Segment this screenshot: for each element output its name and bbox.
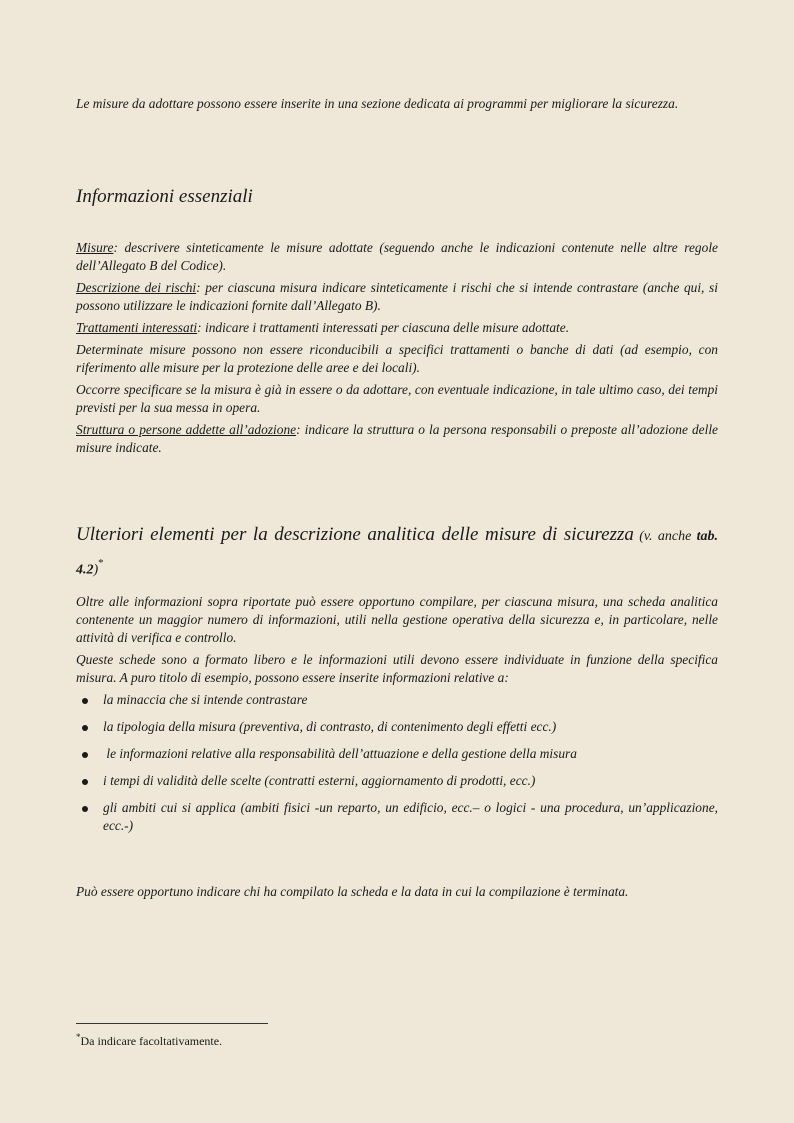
item-sep: : <box>196 280 201 295</box>
ref-prefix: (v. anche <box>633 529 697 544</box>
list-item-text: le informazioni relative alla responsabilità dell’attuazione e della gestione della misura <box>103 746 577 761</box>
section-essential-body <box>76 239 718 461</box>
item-label: Misure <box>76 240 114 255</box>
footnote-divider <box>76 1023 268 1024</box>
list-item <box>76 772 718 790</box>
closing-paragraph: Può essere opportuno indicare chi ha compilato la scheda e la data in cui la compilazione è terminata. <box>76 884 629 899</box>
ref-suffix: ) <box>93 562 99 578</box>
paragraph-oltre: Oltre alle informazioni sopra riportate può essere opportuno compilare, per ciascuna misura, una scheda analitica contenente un maggior numero di informazioni, utili nella gestione operativa della sicurezza e, in particolare, nelle attività di verifica e controllo. <box>76 594 718 645</box>
item-sep: : <box>113 240 118 255</box>
section-further-body <box>76 593 718 844</box>
list-item <box>76 718 718 736</box>
footnote-marker: * <box>98 557 104 569</box>
item-label: Descrizione dei rischi <box>76 280 197 295</box>
item-rischi <box>76 279 718 315</box>
bullet-icon <box>82 752 88 758</box>
bullet-icon <box>82 779 88 785</box>
list-item-text: la minaccia che si intende contrastare <box>103 692 308 707</box>
bullet-icon <box>82 725 88 731</box>
footnote-text: Da indicare facoltativamente. <box>80 1034 223 1048</box>
item-sep: : <box>296 422 301 437</box>
item-misure <box>76 239 718 275</box>
paragraph-determinate: Determinate misure possono non essere riconducibili a specifici trattamenti o banche di dati (ad esempio, con riferimento alle misure per la protezione delle aree e dei locali). <box>76 342 718 375</box>
list-item <box>76 691 718 709</box>
ref-table: tab. 4.2 <box>76 529 718 578</box>
item-text: descrivere sinteticamente le misure adottate (seguendo anche le indicazioni contenute nelle altre regole dell’Allegato B del Codice). <box>76 240 718 273</box>
item-trattamenti <box>76 319 718 337</box>
list-item-text: gli ambiti cui si applica (ambiti fisici -un reparto, un edificio, ecc.– o logici - una procedura, un’applicazione, ecc.-) <box>103 800 718 833</box>
intro-paragraph: Le misure da adottare possono essere inserite in una sezione dedicata ai programmi per migliorare la sicurezza. <box>76 96 679 111</box>
list-item <box>76 745 718 763</box>
item-label: Struttura o persone addette all’adozione <box>76 422 297 437</box>
item-text: per ciascuna misura indicare sinteticamente i rischi che si intende contrastare (anche qui, si possono utilizzare le indicazioni fornite dall’Allegato B). <box>76 280 718 313</box>
bullet-icon <box>82 806 88 812</box>
list-item <box>76 799 718 835</box>
section-heading-further <box>76 522 718 583</box>
section-heading-essential: Informazioni essenziali <box>76 186 253 207</box>
paragraph-queste: Queste schede sono a formato libero e le informazioni utili devono essere individuate in funzione della specifica misura. A puro titolo di esempio, possono essere inserite informazioni relative a: <box>76 652 718 685</box>
list-item-text: la tipologia della misura (preventiva, di contrasto, di contenimento degli effetti ecc.) <box>103 719 557 734</box>
list-item-text: i tempi di validità delle scelte (contratti esterni, aggiornamento di prodotti, ecc.) <box>103 773 536 788</box>
footnote-mark: * <box>76 1032 81 1042</box>
item-text: indicare i trattamenti interessati per ciascuna delle misure adottate. <box>201 320 570 335</box>
paragraph-occorre: Occorre specificare se la misura è già in essere o da adottare, con eventuale indicazione, in tale ultimo caso, dei tempi previsti per la sua messa in opera. <box>76 382 718 415</box>
bullet-icon <box>82 698 88 704</box>
item-label: Trattamenti interessati <box>76 320 198 335</box>
item-struttura <box>76 421 718 457</box>
item-text: indicare la struttura o la persona responsabili o preposte all’adozione delle misure indicate. <box>76 422 718 455</box>
item-sep: : <box>197 320 202 335</box>
heading-text: Ulteriori elementi per la descrizione analitica delle misure di sicurezza <box>76 524 634 545</box>
footnote <box>76 1032 222 1049</box>
bullet-list <box>76 691 718 835</box>
